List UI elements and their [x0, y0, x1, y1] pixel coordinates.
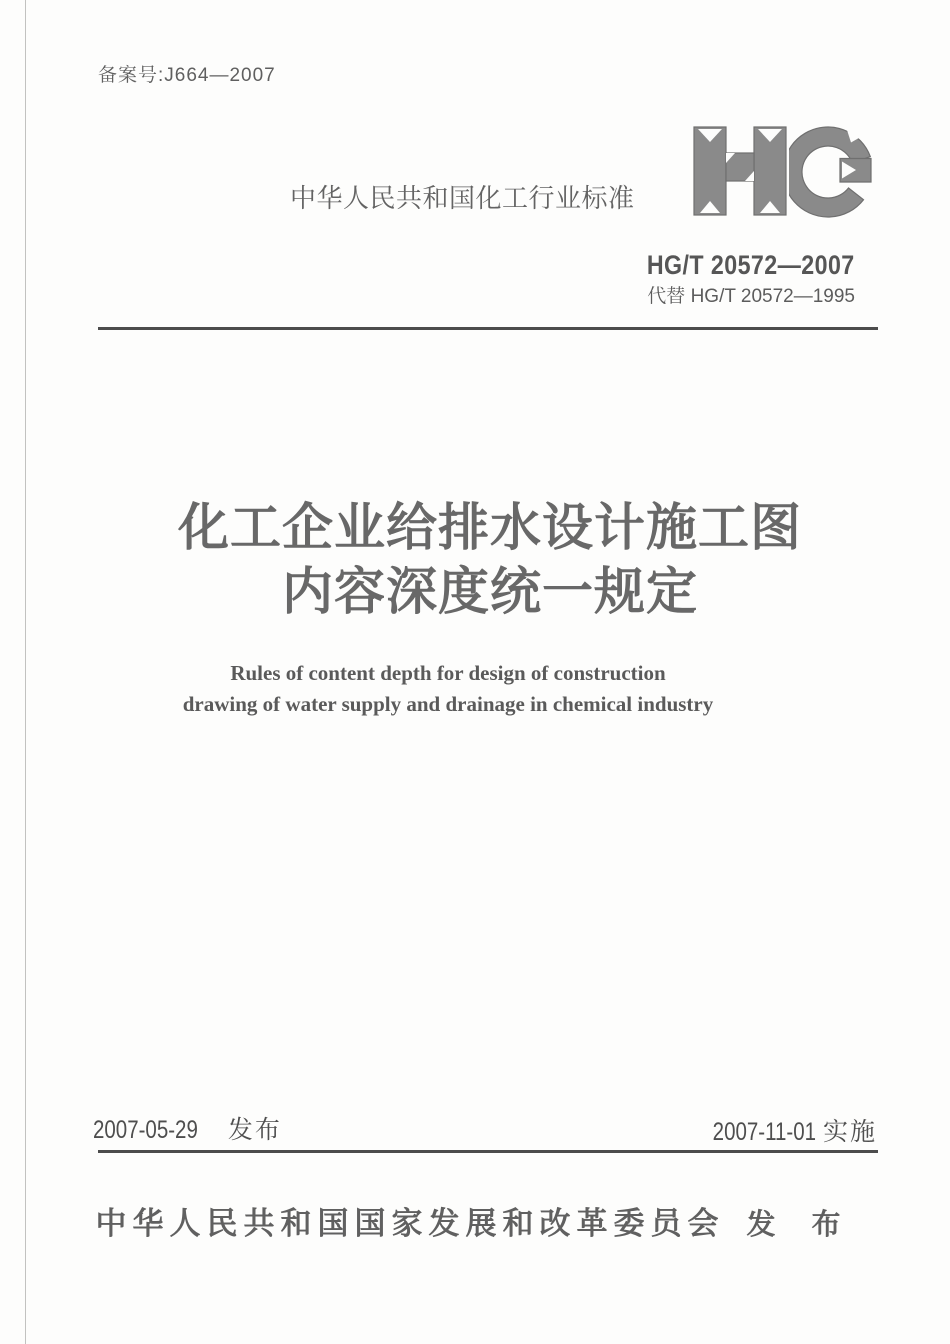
english-title-line1: Rules of content depth for design of construction — [230, 661, 666, 685]
standard-number: HG/T 20572—2007 — [647, 250, 855, 280]
implement-date-label: 实施 — [822, 1118, 877, 1146]
main-title-line1: 化工企业给排水设计施工图 — [177, 499, 802, 556]
issue-date-value: 2007-05-29 — [93, 1116, 198, 1144]
footer-divider-rule — [98, 1150, 878, 1153]
publisher-row — [0, 1198, 950, 1243]
issue-date-label: 发布 — [227, 1116, 282, 1144]
date-row — [0, 1110, 950, 1146]
main-title-line2: 内容深度统一规定 — [281, 563, 698, 620]
main-title — [30, 496, 950, 624]
implement-date-value: 2007-11-01 — [712, 1118, 817, 1146]
implement-date — [690, 1112, 877, 1148]
english-title — [0, 658, 896, 720]
header-divider-rule — [98, 327, 878, 330]
standard-replaces-note: 代替 HG/T 20572—1995 — [647, 286, 855, 307]
publisher-name: 中华人民共和国国家发展和改革委员会 — [95, 1206, 725, 1241]
english-title-line2: drawing of water supply and drainage in chemical industry — [182, 692, 714, 716]
publish-label: 发 布 — [746, 1209, 855, 1241]
hg-logo-icon — [690, 125, 875, 220]
standard-category-title: 中华人民共和国化工行业标准 — [290, 183, 635, 213]
issue-date — [93, 1110, 282, 1146]
record-number: 备案号:J664—2007 — [98, 65, 276, 86]
